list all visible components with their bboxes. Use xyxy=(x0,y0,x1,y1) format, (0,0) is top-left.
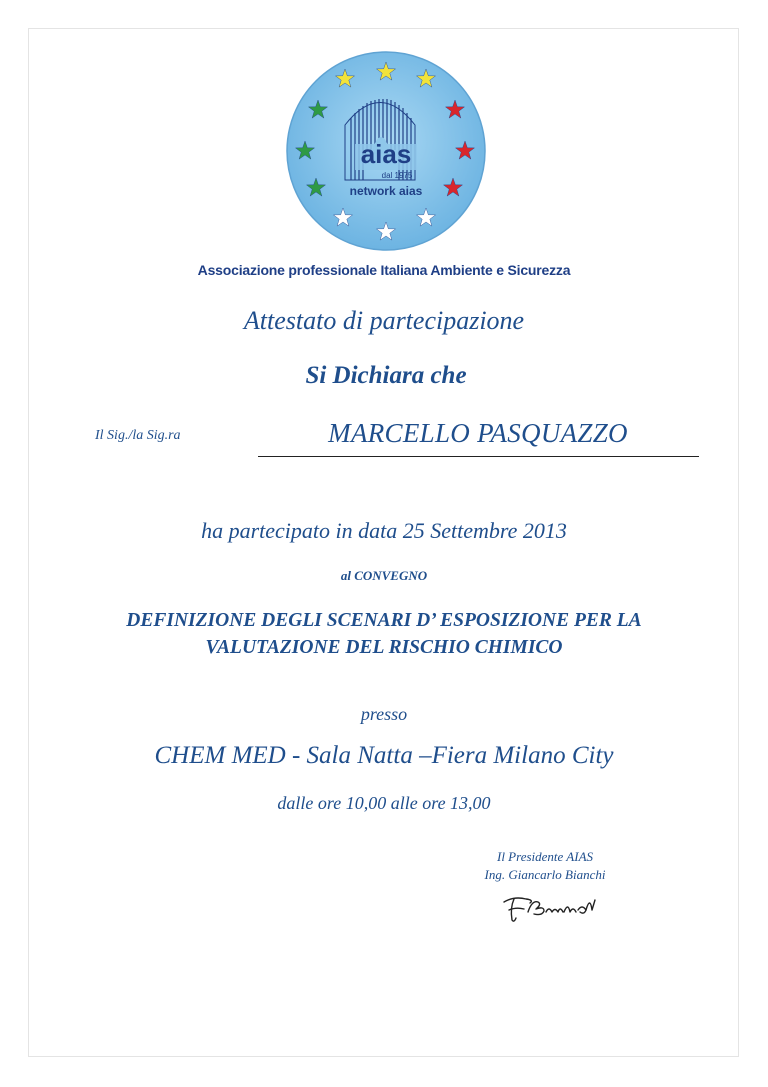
event-topic-line1: DEFINIZIONE DEGLI SCENARI D’ ESPOSIZIONE PER LA xyxy=(126,610,642,631)
logo-text-main: aias xyxy=(360,139,412,169)
handwritten-signature xyxy=(500,890,600,924)
signatory-role: Il Presidente AIAS xyxy=(496,849,594,864)
declaration-text: Si Dichiara che xyxy=(305,362,467,389)
aias-logo xyxy=(285,50,487,252)
logo-text-since: dal 1975 xyxy=(381,171,413,180)
declaration-heading xyxy=(0,362,768,390)
organization-name: Associazione professionale Italiana Ambiente e Sicurezza xyxy=(197,262,571,278)
event-type: al CONVEGNO xyxy=(340,568,428,583)
certificate-title: Attestato di partecipazione xyxy=(243,306,525,335)
event-venue: CHEM MED - Sala Natta –Fiera Milano City xyxy=(154,742,614,769)
logo-text-network: network aias xyxy=(349,184,423,198)
event-topic xyxy=(70,607,698,661)
recipient-name: MARCELLO PASQUAZZO xyxy=(328,418,628,448)
recipient-label: Il Sig./la Sig.ra xyxy=(95,428,181,443)
signatory-block xyxy=(450,848,640,884)
name-underline xyxy=(258,456,699,457)
location-prefix: presso xyxy=(360,704,408,724)
event-hours: dalle ore 10,00 alle ore 13,00 xyxy=(277,793,491,813)
event-topic-line2: VALUTAZIONE DEL RISCHIO CHIMICO xyxy=(205,637,563,658)
participation-date: ha partecipato in data 25 Settembre 2013 xyxy=(201,518,567,543)
signatory-name: Ing. Giancarlo Bianchi xyxy=(484,867,606,882)
